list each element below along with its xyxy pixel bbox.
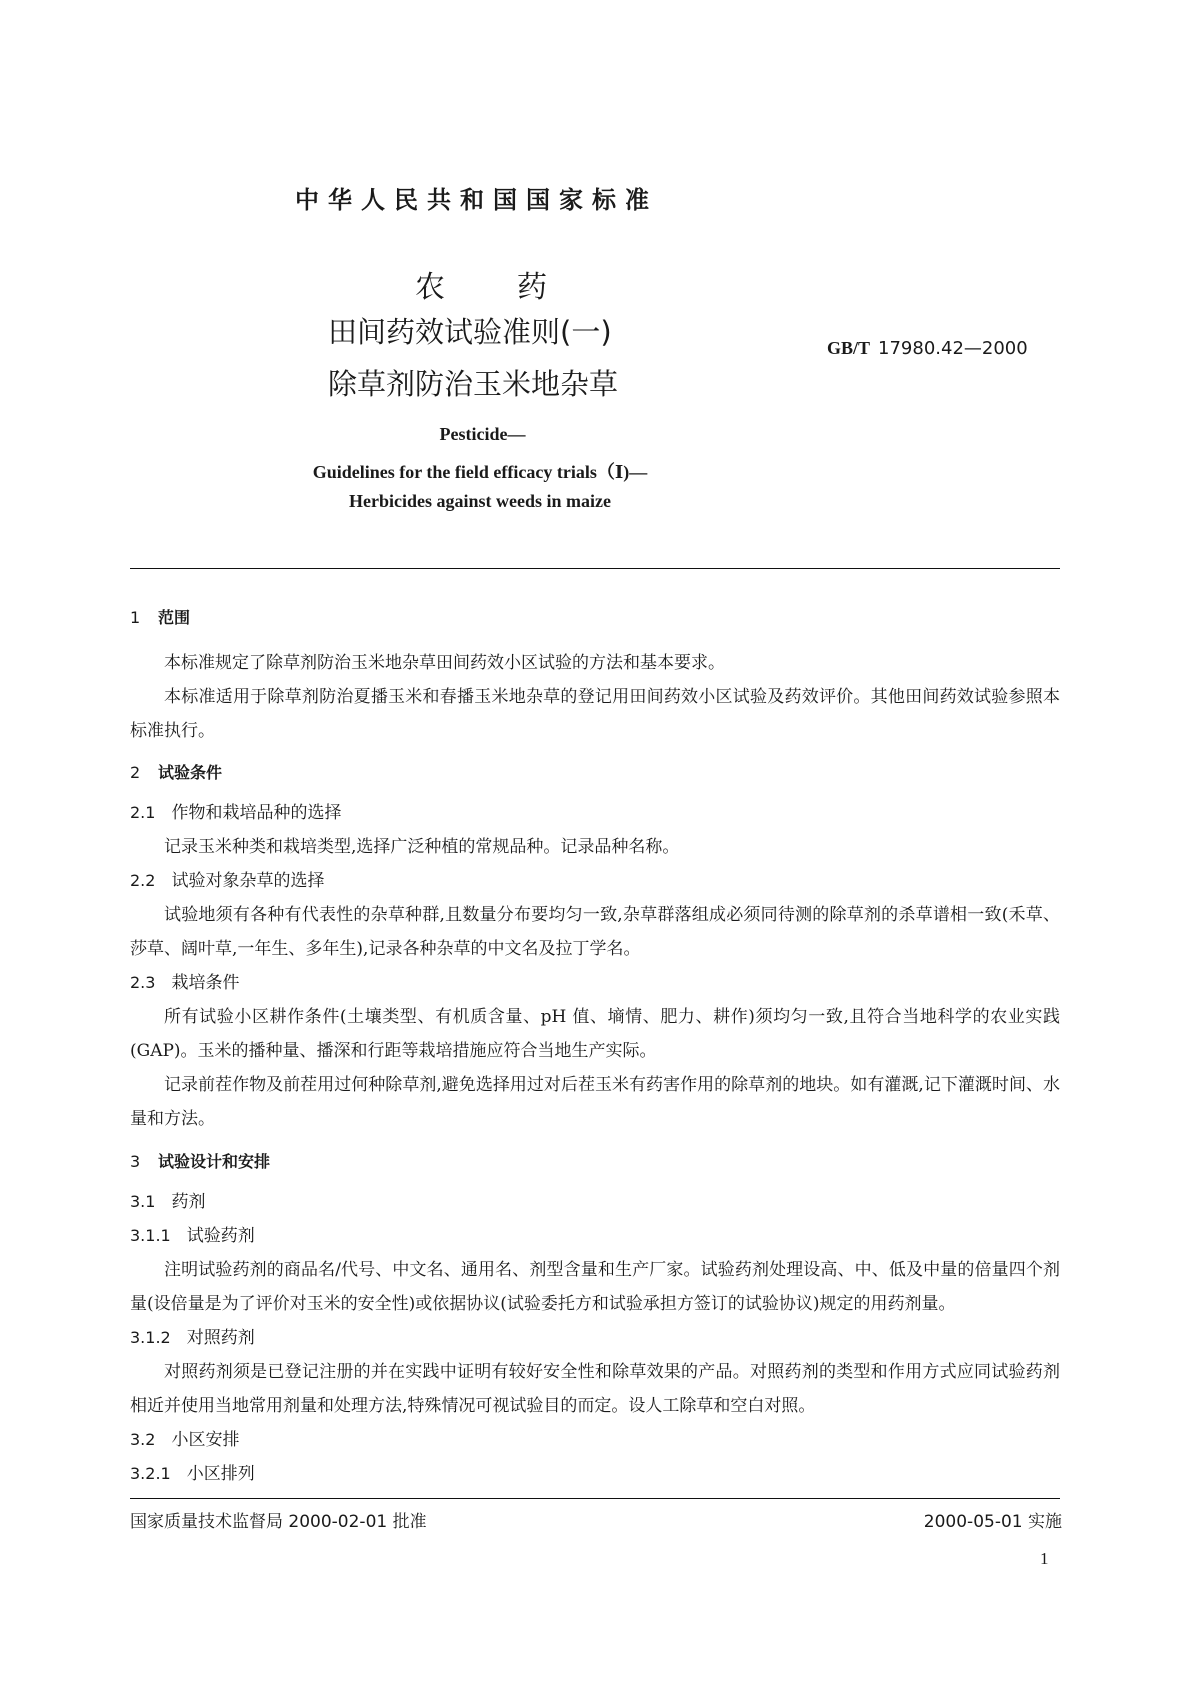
subsection-2-3-number: 2.3 <box>130 973 156 992</box>
title-line-1-part-1: 农 <box>415 270 445 305</box>
subsection-2-3-paragraph-2: 记录前茬作物及前茬用过何种除草剂,避免选择用过对后茬玉米有药害作用的除草剂的地块。如有灌溉,记下灌溉时间、水量和方法。 <box>130 1075 1060 1129</box>
subsection-3-1-1-paragraph: 注明试验药剂的商品名/代号、中文名、通用名、剂型含量和生产厂家。试验药剂处理设高、中、低及中量的倍量四个剂量(设倍量是为了评价对玉米的安全性)或依据协议(试验委托方和试验承担方签订的试验协议)规定的用药剂量。 <box>130 1260 1060 1314</box>
header-divider <box>130 568 1060 569</box>
standard-code-prefix: GB/T <box>827 338 871 358</box>
subsection-2-3-title: 栽培条件 <box>171 973 240 993</box>
subsection-2-3-paragraph-1: 所有试验小区耕作条件(土壤类型、有机质含量、pH 值、墒情、肥力、耕作)须均匀一致,且符合当地科学的农业实践(GAP)。玉米的播种量、播深和行距等栽培措施应符合当地生产实际。 <box>130 1007 1060 1061</box>
section-3-heading <box>130 1149 270 1172</box>
subsection-3-2-number: 3.2 <box>130 1430 156 1449</box>
subsection-3-1-heading <box>130 1185 205 1219</box>
subsection-2-1-title: 作物和栽培品种的选择 <box>171 803 342 823</box>
section-2-number: 2 <box>130 763 141 782</box>
standard-number <box>827 338 1028 359</box>
subsection-3-1-2-title: 对照药剂 <box>186 1328 255 1348</box>
section-1-heading <box>130 605 190 628</box>
section-1-paragraph-1: 本标准规定了除草剂防治玉米地杂草田间药效小区试验的方法和基本要求。 <box>164 653 725 673</box>
subsection-2-2-paragraph: 试验地须有各种有代表性的杂草种群,且数量分布要均匀一致,杂草群落组成必须同待测的除草剂的杀草谱相一致(禾草、莎草、阔叶草,一年生、多年生),记录各种杂草的中文名及拉丁学名。 <box>130 905 1060 959</box>
subsection-3-2-1-heading <box>130 1457 255 1491</box>
footer-divider <box>130 1498 1060 1499</box>
subsection-3-1-title: 药剂 <box>171 1192 206 1212</box>
section-1-paragraph-2: 本标准适用于除草剂防治夏播玉米和春播玉米地杂草的登记用田间药效小区试验及药效评价。其他田间药效试验参照本标准执行。 <box>130 687 1060 741</box>
subsection-3-1-2-paragraph: 对照药剂须是已登记注册的并在实践中证明有较好安全性和除草效果的产品。对照药剂的类型和作用方式应同试验药剂相近并使用当地常用剂量和处理方法,特殊情况可视试验目的而定。设人工除草和空白对照。 <box>130 1362 1060 1416</box>
english-title-line-1: Pesticide— <box>439 424 526 444</box>
effective-date: 2000-05-01 实施 <box>923 1512 1062 1532</box>
subsection-3-1-number: 3.1 <box>130 1192 156 1211</box>
page-number: 1 <box>1040 1549 1049 1568</box>
subsection-3-2-heading <box>130 1423 239 1457</box>
title-line-1-part-2: 药 <box>517 270 547 305</box>
section-3-number: 3 <box>130 1152 141 1171</box>
subsection-2-2-heading <box>130 864 324 898</box>
section-2-title: 试验条件 <box>158 763 223 782</box>
section-3-title: 试验设计和安排 <box>158 1152 271 1171</box>
subsection-2-3-heading <box>130 966 239 1000</box>
subsection-2-1-heading <box>130 796 341 830</box>
subsection-3-1-1-title: 试验药剂 <box>186 1226 255 1246</box>
approval-statement: 国家质量技术监督局 2000-02-01 批准 <box>130 1512 427 1532</box>
subsection-3-1-1-heading <box>130 1219 255 1253</box>
subsection-3-1-2-number: 3.1.2 <box>130 1328 171 1347</box>
standard-code-number: 17980.42—2000 <box>878 338 1028 359</box>
national-standard-heading: 中华人民共和国国家标准 <box>295 186 658 214</box>
subsection-2-1-paragraph: 记录玉米种类和栽培类型,选择广泛种植的常规品种。记录品种名称。 <box>164 837 680 857</box>
subsection-3-1-2-heading <box>130 1321 255 1355</box>
subsection-3-2-title: 小区安排 <box>171 1430 240 1450</box>
subsection-3-1-1-number: 3.1.1 <box>130 1226 171 1245</box>
subsection-3-2-1-number: 3.2.1 <box>130 1464 171 1483</box>
title-line-1 <box>415 262 547 306</box>
title-line-2: 田间药效试验准则(一) <box>328 315 612 349</box>
subsection-3-2-1-title: 小区排列 <box>186 1464 255 1484</box>
title-line-3: 除草剂防治玉米地杂草 <box>328 367 619 401</box>
english-title-line-3: Herbicides against weeds in maize <box>349 491 611 511</box>
section-1-number: 1 <box>130 608 141 627</box>
subsection-2-1-number: 2.1 <box>130 803 156 822</box>
section-1-title: 范围 <box>158 608 191 627</box>
subsection-2-2-number: 2.2 <box>130 871 156 890</box>
english-title-line-2: Guidelines for the field efficacy trials（Ⅰ)— <box>312 462 648 482</box>
subsection-2-2-title: 试验对象杂草的选择 <box>171 871 325 891</box>
section-2-heading <box>130 760 222 783</box>
